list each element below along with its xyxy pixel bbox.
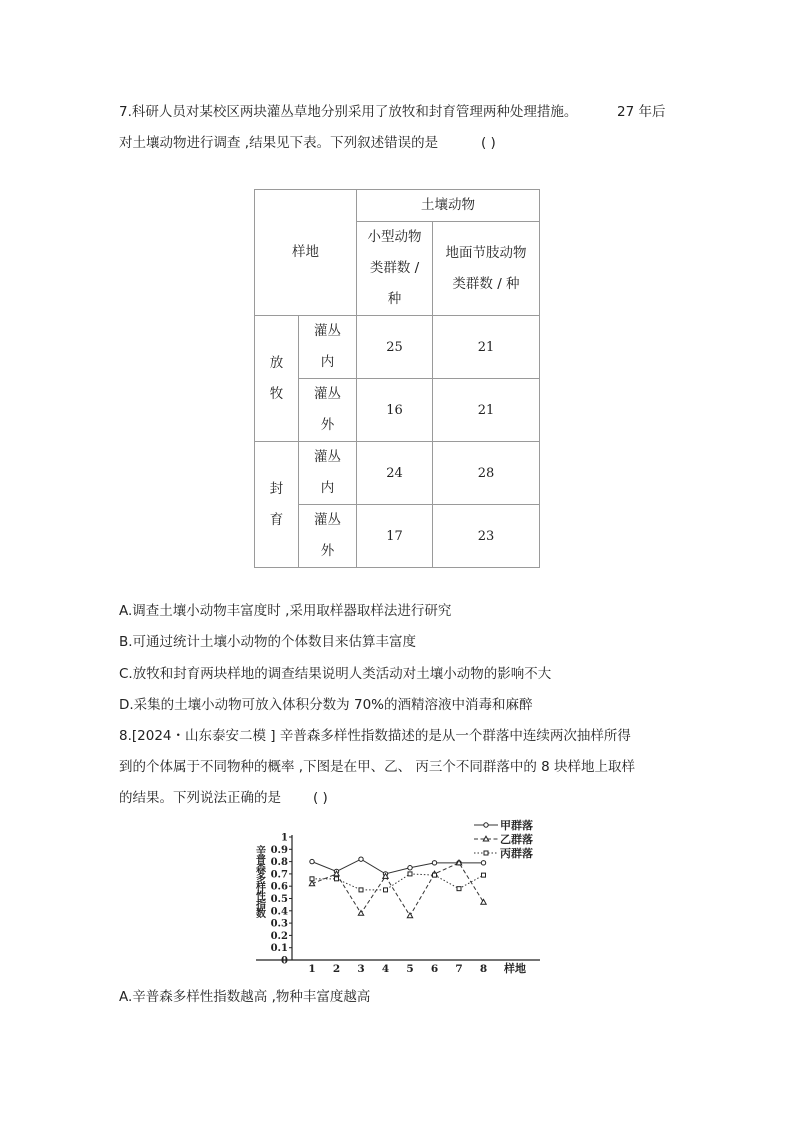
data-point [407, 913, 412, 918]
cell-surface: 21 [433, 316, 540, 379]
y-tick-label: 0.7 [270, 869, 288, 881]
cell-small: 17 [357, 505, 433, 568]
data-point [359, 888, 363, 892]
q7-option-a: A.调查土壤小动物丰富度时 ,采用取样器取样法进行研究 [119, 603, 452, 619]
legend-label: 甲群落 [500, 819, 533, 832]
simpson-index-chart [250, 815, 550, 977]
y-axis-title: 辛普森多样性指数 [253, 845, 265, 917]
x-tick-label: 5 [406, 963, 414, 975]
data-point [481, 899, 486, 904]
data-point [310, 859, 314, 863]
group-enclosure: 封育 [255, 442, 299, 568]
legend-entry [474, 818, 533, 832]
data-point [310, 877, 314, 881]
row-position: 灌丛外 [299, 379, 357, 442]
chart-series [309, 857, 486, 918]
group-grazing: 放牧 [255, 316, 299, 442]
data-point [481, 861, 485, 865]
y-tick-label: 0.6 [270, 881, 288, 893]
legend-entry [474, 832, 533, 846]
row-position: 灌丛内 [299, 442, 357, 505]
q8-option-a: A.辛普森多样性指数越高 ,物种丰富度越高 [119, 989, 371, 1005]
cell-small: 24 [357, 442, 433, 505]
data-point [482, 873, 486, 877]
q7-stem-line1: 7.科研人员对某校区两块灌丛草地分别采用了放牧和封育管理两种处理措施。 [119, 104, 578, 120]
x-tick-label: 4 [381, 963, 390, 975]
cell-surface: 21 [433, 379, 540, 442]
x-tick-label: 3 [357, 963, 365, 975]
q7-option-b: B.可通过统计土壤小动物的个体数目来估算丰富度 [119, 634, 417, 650]
data-point [359, 857, 363, 861]
cell-small: 25 [357, 316, 433, 379]
surface-arthropod-header: 地面节肢动物类群数 / 种 [433, 222, 540, 316]
data-point [309, 881, 314, 886]
data-point [457, 887, 461, 891]
x-tick-label: 8 [479, 963, 488, 975]
y-tick-label: 0 [281, 955, 288, 967]
q7-answer-bracket: ( ) [481, 135, 496, 151]
x-tick-label: 6 [430, 963, 439, 975]
small-animal-header: 小型动物类群数 / 种 [357, 222, 433, 316]
q7-stem-line1-end: 27 年后 [617, 104, 666, 120]
q7-option-c: C.放牧和封育两块样地的调查结果说明人类活动对土壤小动物的影响不大 [119, 666, 552, 682]
y-tick-label: 0.8 [270, 857, 288, 869]
x-tick-label: 2 [332, 963, 341, 975]
legend-marker [484, 823, 488, 827]
legend-marker [484, 851, 488, 855]
site-header: 样地 [255, 190, 357, 316]
chart-legend [474, 818, 533, 860]
y-tick-label: 1 [281, 832, 288, 844]
data-point [335, 877, 339, 881]
x-tick-label: 1 [308, 963, 316, 975]
q7-option-d: D.采集的土壤小动物可放入体积分数为 70%的酒精溶液中消毒和麻醉 [119, 697, 533, 713]
data-point [358, 910, 363, 915]
y-tick-label: 0.3 [270, 918, 288, 930]
data-point [384, 888, 388, 892]
x-axis-title: 样地 [504, 962, 526, 975]
legend-entry [474, 846, 533, 860]
q8-stem-line1: 8.[2024・山东泰安二模 ] 辛普森多样性指数描述的是从一个群落中连续两次抽样所得 [119, 728, 631, 744]
cell-small: 16 [357, 379, 433, 442]
y-tick-label: 0.9 [270, 844, 288, 856]
cell-surface: 23 [433, 505, 540, 568]
legend-marker [483, 836, 488, 841]
q8-stem-line2: 到的个体属于不同物种的概率 ,下图是在甲、乙、 丙三个不同群落中的 8 块样地上取样 [119, 759, 636, 775]
legend-label: 丙群落 [500, 847, 533, 860]
y-tick-label: 0.4 [270, 906, 288, 918]
y-tick-label: 0.2 [270, 930, 288, 942]
row-position: 灌丛内 [299, 316, 357, 379]
soil-fauna-table [254, 189, 540, 568]
q8-answer-bracket: ( ) [313, 790, 328, 806]
row-position: 灌丛外 [299, 505, 357, 568]
y-tick-label: 0.5 [270, 894, 288, 905]
data-point [433, 873, 437, 877]
chart-axes [253, 832, 540, 976]
cell-surface: 28 [433, 442, 540, 505]
legend-label: 乙群落 [500, 833, 533, 846]
data-point [456, 860, 461, 865]
q7-stem-line2: 对土壤动物进行调查 ,结果见下表。下列叙述错误的是 [119, 135, 439, 151]
data-point [408, 866, 412, 870]
soil-animal-header: 土壤动物 [357, 190, 540, 222]
data-point [432, 861, 436, 865]
y-tick-label: 0.1 [270, 943, 288, 955]
data-point [408, 872, 412, 876]
x-tick-label: 7 [455, 963, 463, 975]
q8-stem-line3: 的结果。下列说法正确的是 [119, 790, 281, 806]
